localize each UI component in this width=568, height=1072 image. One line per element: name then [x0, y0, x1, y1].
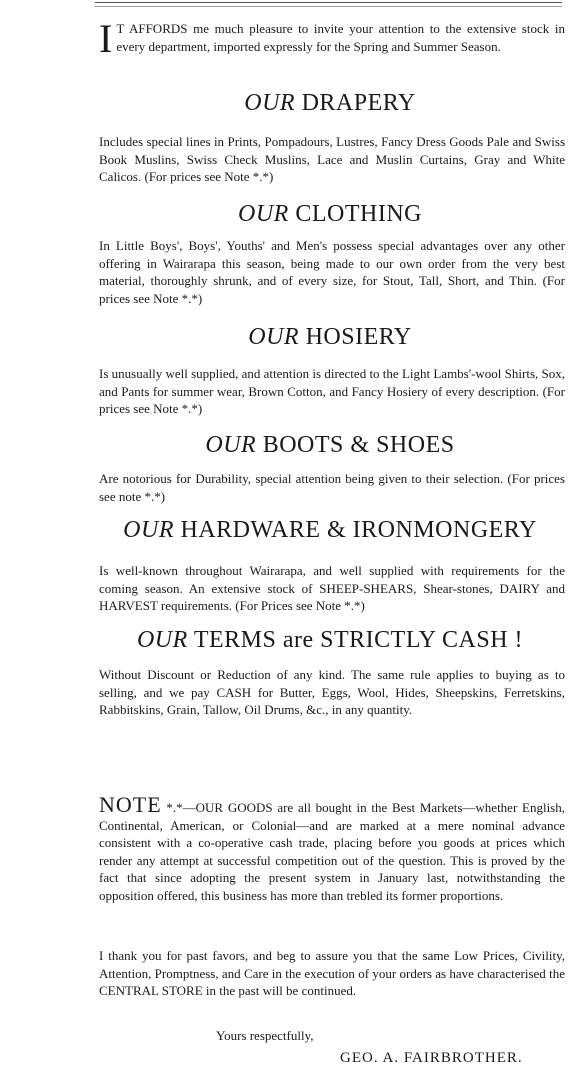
note-label: NOTE: [99, 792, 162, 817]
heading-hosiery: OUR HOSIERY: [248, 324, 412, 350]
body-drapery: Includes special lines in Prints, Pompadours, Lustres, Fancy Dress Goods Pale and Swiss Book Muslins, Swiss Check Muslins, Lace and Muslin Curtains, Gray and White Calicos. (For prices see Note *.*): [99, 134, 565, 184]
top-rule-secondary: [95, 6, 562, 7]
top-rule: [95, 2, 562, 3]
intro-paragraph: [99, 16, 565, 61]
drop-cap: I: [99, 16, 113, 61]
body-hardware: Is well-known throughout Wairarapa, and well supplied with requirements for the coming season. An extensive stock of SHEEP-SHEARS, Shear-stones, DAIRY and HARVEST requirements. (For Prices see Note *.*): [99, 563, 565, 613]
body-hosiery: Is unusually well supplied, and attention is directed to the Light Lambs'-wool Shirts, Sox, and Pants for summer wear, Brown Cotton, and Fancy Hosiery of every description. (For prices see Note *.*): [99, 366, 565, 416]
closing-paragraph: I thank you for past favors, and beg to assure you that the same Low Prices, Civility, Attention, Promptness, and Care in the execution of your orders as have characterised the CENTRAL STORE in the past will be continued.: [99, 948, 565, 998]
signoff: Yours respectfully,: [216, 1028, 314, 1043]
heading-boots-shoes: OUR BOOTS & SHOES: [205, 432, 455, 458]
heading-hardware: OUR HARDWARE & IRONMONGERY: [123, 517, 537, 543]
body-boots-shoes: Are notorious for Durability, special attention being given to their selection. (For prices see note *.*): [99, 471, 565, 504]
heading-terms: OUR TERMS are STRICTLY CASH !: [136, 627, 524, 653]
signature: GEO. A. FAIRBROTHER.: [340, 1050, 523, 1066]
body-terms: Without Discount or Reduction of any kind. The same rule applies to buying as to selling, and we pay CASH for Butter, Eggs, Wool, Hides, Sheepskins, Ferretskins, Rabbitskins, Grain, Tallow, Oil Drums, &c., in any quantity.: [99, 667, 565, 717]
note-paragraph: [99, 792, 565, 904]
note-text: —OUR GOODS are all bought in the Best Markets—whether English, Continental, American, or Colonial—and are marked at a mere nominal advance consistent with a co-operative cash trade, placing before you goods at prices which render any attempt at successful competition out of the question. This is proved by the fact that since adopting the present system in January last, notwithstanding the opposition offered, this business has more than trebled its former proportions.: [99, 800, 565, 903]
intro-text: T AFFORDS me much pleasure to invite your attention to the extensive stock in every department, imported expressly for the Spring and Summer Season.: [116, 21, 565, 54]
body-clothing: In Little Boys', Boys', Youths' and Men's possess special advantages over any other offering in Wairarapa this season, being made to our own order from the very best material, thoroughly shrunk, and of every size, for Stout, Tall, Short, and Thin. (For prices see Note *.*): [99, 238, 565, 306]
note-stars: *.*: [166, 800, 183, 815]
heading-clothing: OUR CLOTHING: [238, 201, 422, 227]
heading-drapery: OUR DRAPERY: [244, 90, 416, 116]
